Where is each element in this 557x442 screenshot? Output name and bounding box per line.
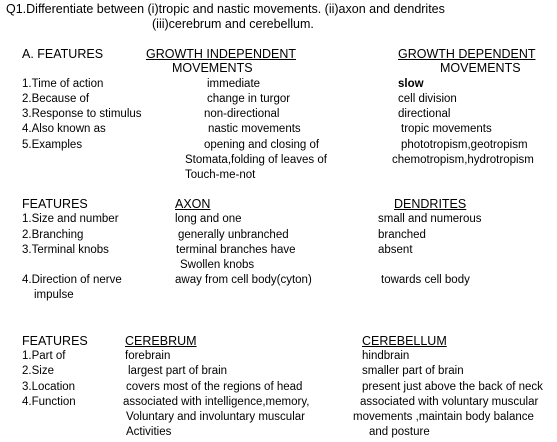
table3-col2-cell: hindbrain xyxy=(362,350,410,362)
question-line-2: (iii)cerebrum and cerebellum. xyxy=(152,17,314,31)
table2-col2-cell: absent xyxy=(378,244,413,256)
table1-col1-header-line2: MOVEMENTS xyxy=(172,61,253,75)
table2-feature: 3.Terminal knobs xyxy=(22,244,109,256)
table3-col2-header: CEREBELLUM xyxy=(362,334,447,348)
table2-col2-cell: small and numerous xyxy=(378,213,482,225)
table1-feature: 3.Response to stimulus xyxy=(22,108,142,120)
table1-feature: 1.Time of action xyxy=(22,78,104,90)
table1-col2-cell: slow xyxy=(398,78,424,90)
table1-feature: 4.Also known as xyxy=(22,123,106,135)
table2-col2-cell: branched xyxy=(378,229,426,241)
table1-col2-cell: tropic movements xyxy=(401,123,492,135)
question-line-1: Q1.Differentiate between (i)tropic and nastic movements. (ii)axon and dendrites xyxy=(6,2,445,16)
table2-col1-cell: long and one xyxy=(175,213,242,225)
table1-feature: 2.Because of xyxy=(22,93,90,105)
table3-col1-cell: forebrain xyxy=(125,350,171,362)
table1-col1-cell: change in turgor xyxy=(207,93,291,105)
table1-col1-cell: Stomata,folding of leaves of xyxy=(185,154,327,166)
table1-col1-cell: non-directional xyxy=(204,108,280,120)
table1-col2-cell: phototropism,geotropism xyxy=(401,139,528,151)
table3-col1-cell: Activities xyxy=(126,426,172,438)
table2-col2-header: DENDRITES xyxy=(394,197,467,211)
table1-col1-cell: opening and closing of xyxy=(204,139,320,151)
table1-col1-header: GROWTH INDEPENDENT xyxy=(146,47,296,61)
table3-col1-cell: Voluntary and involuntary muscular xyxy=(126,411,305,423)
table1-feature: 5.Examples xyxy=(22,139,83,151)
table1-col2-header-line2: MOVEMENTS xyxy=(440,61,521,75)
table2-feature: impulse xyxy=(34,289,74,301)
table2-col1-cell: generally unbranched xyxy=(178,229,289,241)
table2-col1-cell: terminal branches have xyxy=(176,244,296,256)
table2-col1-cell: away from cell body(cyton) xyxy=(175,274,312,286)
table1-col2-cell: chemotropism,hydrotropism xyxy=(392,154,534,166)
table2-feature: 1.Size and number xyxy=(22,213,119,225)
table3-col2-cell: smaller part of brain xyxy=(362,365,464,377)
table2-col1-cell: Swollen knobs xyxy=(180,259,255,271)
table2-feature: 2.Branching xyxy=(22,229,84,241)
table1-col1-cell: Touch-me-not xyxy=(185,169,256,181)
table3-col1-cell: associated with intelligence,memory, xyxy=(123,396,310,408)
table1-col1-cell: immediate xyxy=(207,78,261,90)
table1-col2-cell: directional xyxy=(398,108,451,120)
table3-feature: 3.Location xyxy=(22,381,76,393)
table2-feature: 4.Direction of nerve xyxy=(22,274,122,286)
table1-col2-cell: cell division xyxy=(398,93,457,105)
table3-features-header: FEATURES xyxy=(22,334,88,348)
table3-feature: 1.Part of xyxy=(22,350,66,362)
table3-col1-header: CEREBRUM xyxy=(125,334,197,348)
table3-col2-cell: present just above the back of neck xyxy=(362,381,543,393)
table3-col1-cell: covers most of the regions of head xyxy=(126,381,303,393)
table2-col2-cell: towards cell body xyxy=(381,274,470,286)
table3-col2-cell: movements ,maintain body balance xyxy=(353,411,534,423)
table3-feature: 2.Size xyxy=(22,365,54,377)
table1-features-header: A. FEATURES xyxy=(22,47,104,61)
table3-col1-cell: largest part of brain xyxy=(128,365,228,377)
table1-col2-header: GROWTH DEPENDENT xyxy=(398,47,536,61)
table3-col2-cell: and posture xyxy=(369,426,430,438)
table2-features-header: FEATURES xyxy=(22,197,88,211)
table2-col1-header: AXON xyxy=(175,197,211,211)
table1-col1-cell: nastic movements xyxy=(208,123,301,135)
table3-col2-cell: associated with voluntary muscular xyxy=(360,396,539,408)
table3-feature: 4.Function xyxy=(22,396,76,408)
